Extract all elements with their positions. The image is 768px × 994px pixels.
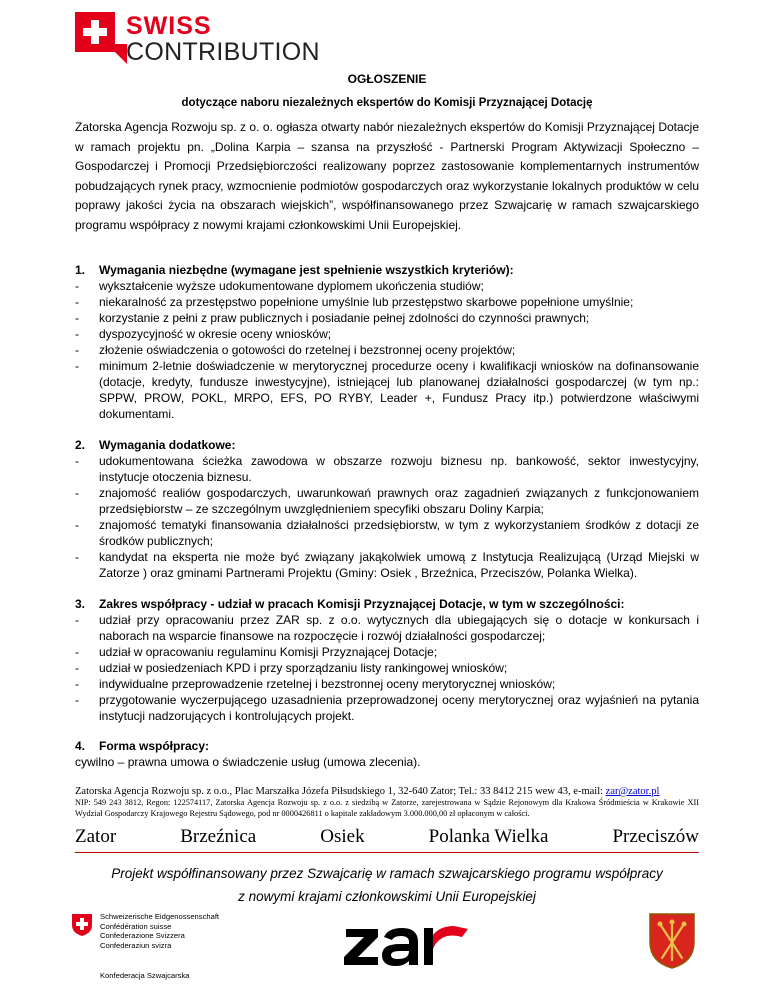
confed-polish-line: Konfederacja Szwajcarska [100,971,190,980]
section-number: 3. [75,597,86,611]
footer-address [75,786,699,819]
divider [75,852,699,853]
swiss-coat-icon [71,913,93,937]
document-subtitle: dotyczące naboru niezależnych ekspertów do Komisji Przyznającej Dotację [181,97,593,109]
zator-crest-icon [648,912,696,970]
list-item: - kandydat na eksperta nie może być związany jakąkolwiek umową z Instytucja Realizującą (Urząd Miejski w Zatorze ) oraz gminami Partnerami Projektu (Gminy: Osiek , Brzeźnica, Przeciszów, Polanka Wielka). [75,550,699,580]
section-text: cywilno – prawna umowa o świadczenie usług (umowa zlecenia). [75,755,421,769]
list-item: - indywidualne przeprowadzenie rzetelnej i bezstronnej oceny merytorycznej wniosków; [75,677,556,691]
zar-logo [344,915,470,969]
project-cofinancing-line: z nowymi krajami członkowskimi Unii Europejskiej [238,889,536,904]
town-name: Polanka Wielka [428,826,549,847]
section-scope [75,596,699,724]
list-item: - korzystanie z pełni z praw publicznych i posiadanie pełnej zdolności do czynności prawnych; [75,311,590,325]
section-additional [75,437,699,581]
partner-towns [75,826,699,848]
section-form [75,738,699,770]
confed-line: Schweizerische Eidgenossenschaft [100,912,220,921]
intro-paragraph: Zatorska Agencja Rozwoju sp. z o. o. ogłasza otwarty nabór niezależnych ekspertów do Komisji Przyznającej Dotacje w ramach projektu pn. „Dolina Karpia – szansa na przyszłość - Partnerski Program Aktywizacji Społeczno – Gospodarczej i Promocji Przedsiębiorczości realizowany poprzez zastosowanie komplementarnych instrumentów pobudzających rynek pracy, wzmocnienie podmiotów gospodarczych oraz wykorzystanie lokalnych produktów w celu poprawy jakości życia na obszarach wiejskich”, współfinansowanego przez Szwajcarię w ramach szwajcarskiego programu współpracy z nowymi krajami członkowskimi Unii Europejskiej. [75,120,699,232]
list-item: - udokumentowana ścieżka zawodowa w obszarze rozwoju biznesu np. bankowość, sektor inwestycyjny, instytucje otoczenia biznesu. [75,454,699,484]
section-required [75,262,699,422]
section-heading-text: Wymagania dodatkowe: [99,438,236,452]
list-item: - niekaralność za przestępstwo popełnione umyślnie lub przestępstwo skarbowe popełnione umyślnie; [75,295,634,309]
section-heading-text: Zakres współpracy - udział w pracach Komisji Przyznającej Dotacje, w tym w szczególności: [99,597,625,611]
list-item: - udział w posiedzeniach KPD i przy sporządzaniu listy rankingowej wniosków; [75,661,508,675]
town-name: Zator [75,826,117,847]
section-heading [75,437,699,453]
section-heading [75,262,699,278]
section-number: 1. [75,263,86,277]
logo-corner-shape [107,44,127,64]
section-number: 4. [75,739,86,753]
list-item: - złożenie oświadczenia o gotowości do rzetelnej i bezstronnej oceny projektów; [75,343,516,357]
list-item: - znajomość tematyki finansowania działalności przedsiębiorstw, w tym z wykorzystaniem środków z dotacji ze środków publicznych; [75,518,699,548]
section-heading-text: Forma współpracy: [99,739,210,753]
list-item: - wykształcenie wyższe udokumentowane dyplomem ukończenia studiów; [75,279,484,293]
town-name: Brzeźnica [180,826,257,847]
registry-info: NIP: 549 243 3812, Regon: 122574117, Zatorska Agencja Rozwoju sp. z o.o. z siedzibą w Zatorze, zarejestrowana w Sądzie Rejonowym dla Krakowa Śródmieścia w Krakowie XII Wydział Gospodarczy Krajowego Rejestru Sądowego, pod nr 0000426811 o kapitale zakładowym 3.000.000,00 zł opłaconym w całości. [75,798,699,818]
list-item: - dyspozycyjność w okresie oceny wniosków; [75,327,332,341]
section-number: 2. [75,438,86,452]
section-heading-text: Wymagania niezbędne (wymagane jest spełnienie wszystkich kryteriów): [99,263,514,277]
list-item: - udział w opracowaniu regulaminu Komisji Przyznającej Dotacje; [75,645,438,659]
list-item: - znajomość realiów gospodarczych, uwarunkowań prawnych oraz zagadnień związanych z funkcjonowaniem przedsiębiorstw – ze szczególnym uwzględnieniem specyfiki obszaru Doliny Karpia; [75,486,699,516]
section-heading [75,596,699,612]
document-title: OGŁOSZENIE [347,72,427,86]
list-item: - udział przy opracowaniu przez ZAR sp. z o.o. wytycznych dla ubiegających się o dotacje w konkursach i naborach na wsparcie finansowe na rozpoczęcie i rozwój działalności gospodarczej; [75,613,699,643]
confed-line: Confédération suisse [100,921,172,931]
town-name: Przeciszów [612,826,699,847]
confed-line: Confederazione Svizzera [100,931,185,940]
confed-line: Confederaziun svizra [100,940,172,950]
town-name: Osiek [320,826,365,847]
logo-text-contribution: CONTRIBUTION [126,38,320,66]
swiss-confederation-label [100,912,219,981]
list-item: - minimum 2-letnie doświadczenie w merytorycznej procedurze oceny i kwalifikacji wniosków na dofinansowanie (dotacje, kredyty, fundusze inwestycyjne), istniejącej lub planowanej działalności gospodarczej (w tym np.: SPPW, PROW, POKL, MRPO, EFS, PO RYBY, Leader +, Fundusz Pracy itp.) potwierdzone właściwymi dokumentami. [75,359,699,421]
project-cofinancing-line: Projekt współfinansowany przez Szwajcarię w ramach szwajcarskiego programu współpracy [111,866,663,881]
logo-text-swiss: SWISS [126,12,212,40]
address-line: Zatorska Agencja Rozwoju sp. z o.o., Plac Marszałka Józefa Piłsudskiego 1, 32-640 Zator; Tel.: 33 8412 215 wew 43, e-mail: zar@zator.pl [75,786,660,797]
email-link[interactable]: zar@zator.pl [605,786,660,797]
section-heading [75,738,699,754]
list-item: - przygotowanie wyczerpującego uzasadnienia przeprowadzonej oceny merytorycznej oraz wyjaśnień na pytania instytucji nadzorujących i kontrolujących projekt. [75,693,699,723]
